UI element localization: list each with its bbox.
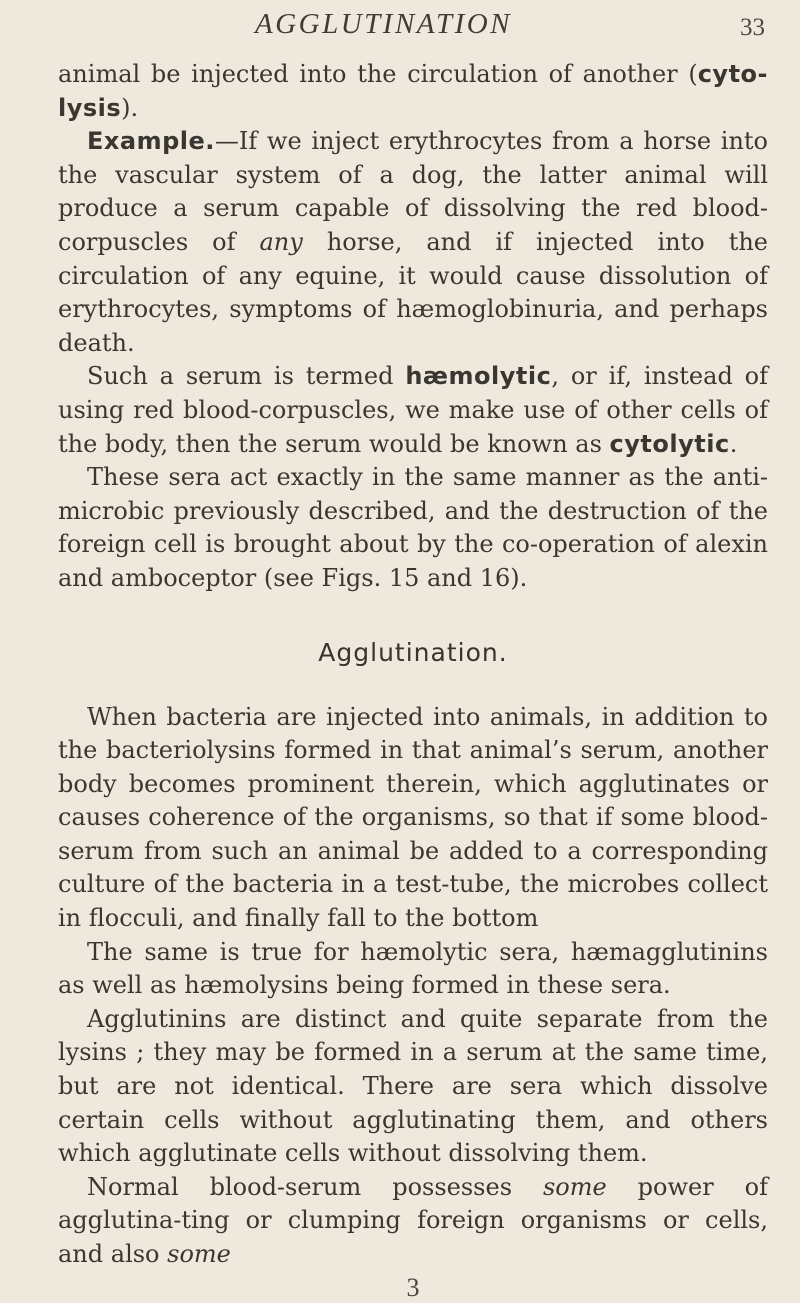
paragraph-normal-serum: Normal blood-serum possesses some power of agglutina-ting or clumping foreign organisms or cells, and also some	[58, 1172, 769, 1268]
term-cytolytic: cytolytic	[609, 429, 730, 458]
emphasis-some-2: some	[167, 1240, 231, 1268]
running-head	[0, 8, 800, 48]
signature-mark: 3	[406, 1272, 420, 1302]
paragraph-continuation: animal be injected into the circulation of another (cyto-lysis).	[58, 60, 768, 122]
running-title: AGGLUTINATION	[255, 8, 513, 40]
paragraph-agglutinins: Agglutinins are distinct and quite separate from the lysins ; they may be formed in a serum at the same time, but are not identical. There are sera which dissolve certain cells without agglutinating them, and others which agglutinate cells without dissolving them.	[58, 1004, 768, 1168]
paragraph-bacteria: When bacteria are injected into animals, in addition to the bacteriolysins formed in that animal’s serum, another body becomes prominent therein, which agglutinates or causes coherence of the organisms, so that if some blood-serum from such an animal be added to a corresponding culture of the bacteria in a test-tube, the microbes collect in flocculi, and finally fall to the bottom	[58, 702, 768, 933]
paragraph-haemolytic-sera: The same is true for hæmolytic sera, hæmagglutinins as well as hæmolysins being formed in these sera.	[58, 937, 768, 1000]
section-heading: Agglutination.	[318, 637, 508, 667]
paragraph-sera-action: These sera act exactly in the same manner as the anti-microbic previously described, and the destruction of the foreign cell is brought about by the co-operation of alexin and amboceptor (see Figs. 15 and 16).	[58, 463, 768, 592]
emphasis-any: any	[259, 227, 303, 256]
term-haemolytic: hæmolytic	[405, 362, 552, 391]
emphasis-some: some	[542, 1172, 607, 1201]
paragraph-example: Example.—If we inject erythrocytes from a horse into the vascular system of a dog, the latter animal will produce a serum capable of dissolving the red blood-corpuscles of any horse, and if injected into the circulation of any equine, it would cause dissolution of erythrocytes, symptoms of hæmoglobinuria, and perhaps death.	[58, 127, 768, 357]
example-lead: Example.	[87, 127, 215, 156]
page-number: 33	[740, 14, 765, 41]
term-cytolysis: cyto-lysis	[58, 60, 768, 122]
paragraph-haemolytic: Such a serum is termed hæmolytic, or if, instead of using red blood-corpuscles, we make use of other cells of the body, then the serum would be known as cytolytic.	[58, 362, 769, 458]
